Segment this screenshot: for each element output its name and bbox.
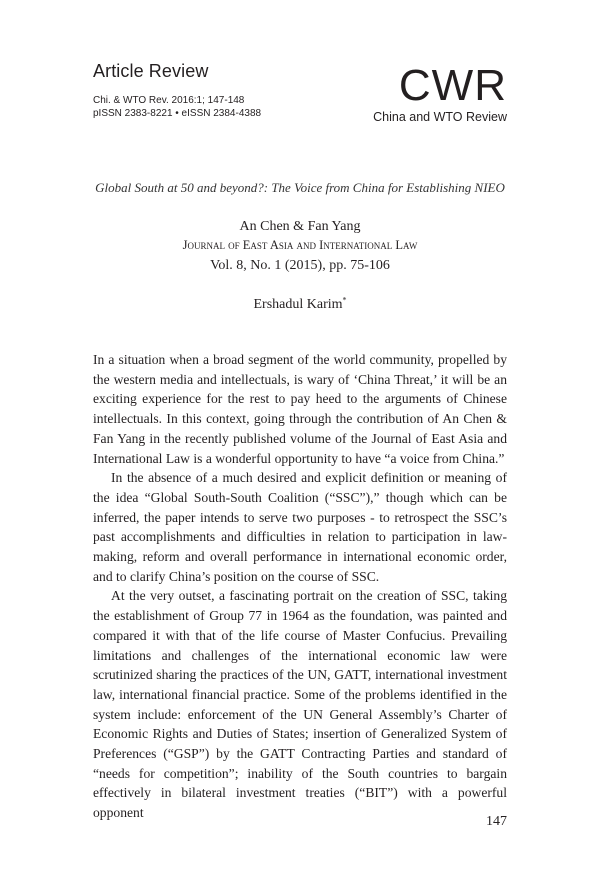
page-number: 147	[486, 814, 507, 829]
issn-line: pISSN 2383-8221 • eISSN 2384-4388	[93, 108, 262, 119]
reviewer-name: Ershadul Karim	[253, 297, 343, 312]
reviewer-line	[0, 297, 600, 313]
journal-logo: CWR	[398, 61, 507, 110]
paragraph: In the absence of a much desired and explicit definition or meaning of the idea “Global South-South Coalition (“SSC”),” though which can be inferred, the paper intends to serve two purposes - to retrospect the SSC’s past accomplishments and difficulties in relation to participation in law-making, reform and overall performance in international economic order, and to clarify China’s position on the course of SSC.	[93, 470, 507, 584]
paragraph: At the very outset, a fascinating portrait on the creation of SSC, taking the establishment of Group 77 in 1964 as the foundation, was painted and compared it with that of the life course of Master Confucius. Prevailing limitations and challenges of the international economic law were scrutinized sharing the practices of the UN, GATT, international investment law, international financial practice. Some of the problems identified in the system include: enforcement of the UN General Assembly’s Charter of Economic Rights and Duties of States; insertion of Generalized System of Preferences (“GSP”) by the GATT Contracting Parties and standard of “needs for competition”; inability of the South countries to bargain effectively in bilateral investment treaties (“BIT”) with a powerful opponent	[93, 588, 507, 821]
reviewed-authors: An Chen & Fan Yang	[239, 219, 361, 234]
citation-line: Chi. & WTO Rev. 2016:1; 147-148	[93, 95, 245, 106]
reviewed-title: Global South at 50 and beyond?: The Voice from China for Establishing NIEO	[95, 180, 505, 195]
header-left	[93, 60, 261, 120]
citation	[93, 94, 261, 120]
reviewed-volume: Vol. 8, No. 1 (2015), pp. 75-106	[210, 258, 390, 273]
paragraph: In a situation when a broad segment of the world community, propelled by the western media and intellectuals, is wary of ‘China Threat,’ it will be an exciting experience for the rest to pay heed to the arguments of Chinese intellectuals. In this context, going through the contribution of An Chen & Fan Yang in the recently published volume of the Journal of East Asia and International Law is a wonderful opportunity to have “a voice from China.”	[93, 352, 507, 466]
body-text	[93, 350, 507, 823]
section-label: Article Review	[93, 61, 209, 81]
journal-name: China and WTO Review	[373, 110, 507, 124]
reviewed-journal: Journal of East Asia and International Law	[182, 238, 418, 252]
footnote-mark: *	[342, 295, 347, 305]
header-right	[373, 61, 507, 125]
